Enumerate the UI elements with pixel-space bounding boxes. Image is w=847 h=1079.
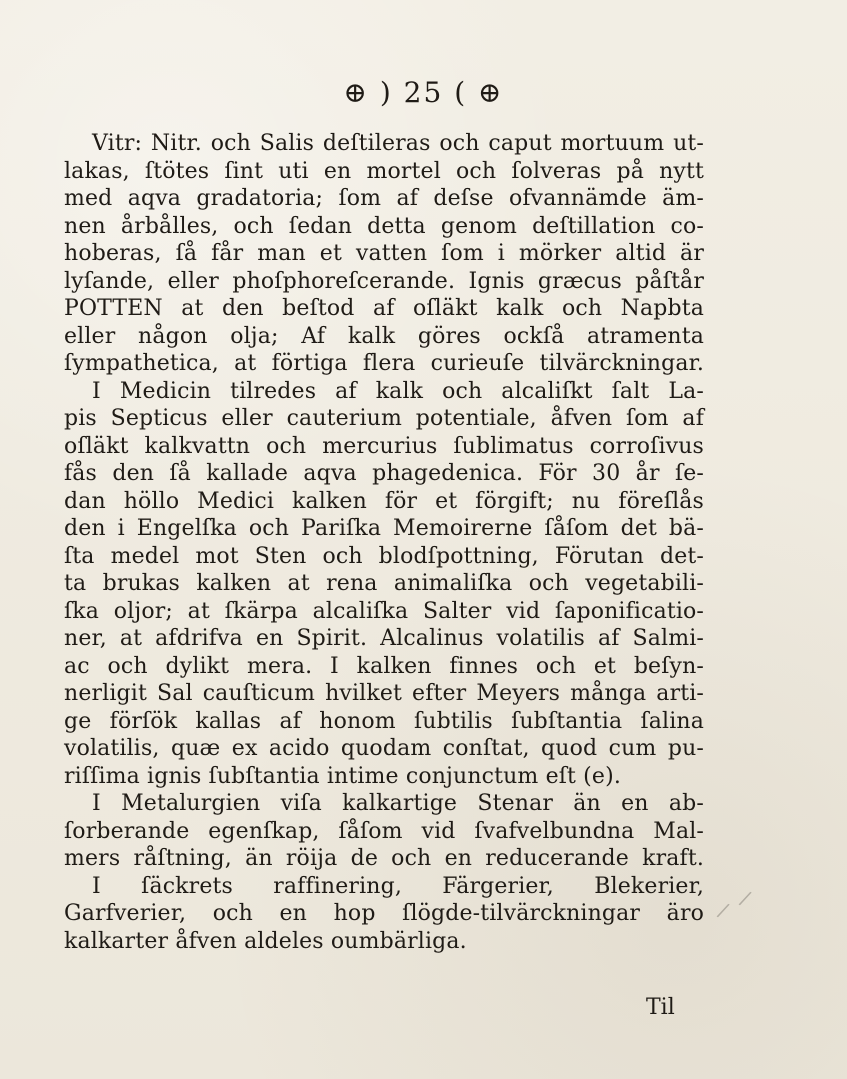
paper-mark: / bbox=[737, 885, 754, 911]
paper-mark: / bbox=[715, 897, 732, 923]
text-line: fås den ſå kallade aqva phagedenica. För 30 år ſe- bbox=[64, 461, 704, 486]
text-line: mers råſtning, än röija de och en reducerande kraft. bbox=[64, 846, 704, 871]
text-line: volatilis, quæ ex acido quodam conſtat, quod cum pu- bbox=[64, 736, 704, 761]
page-header: ⊕ ) 25 ( ⊕ bbox=[343, 76, 504, 109]
text-line: eller någon olja; Af kalk göres ockſå atramenta bbox=[64, 323, 704, 349]
catchword: Til bbox=[646, 995, 675, 1020]
text-line: oſläkt kalkvattn och mercurius ſublimatus corroſivus bbox=[64, 433, 704, 459]
text-line: I Medicin tilredes af kalk och alcaliſkt ſalt La- bbox=[92, 378, 704, 404]
text-line: nerligit Sal cauſticum hvilket efter Meyers många arti- bbox=[64, 681, 704, 706]
text-line: dan höllo Medici kalken för et förgift; nu föreſlås bbox=[64, 488, 704, 514]
text-line: ge förſök kallas af honom ſubtilis ſubſtantia ſalina bbox=[64, 708, 704, 734]
text-line: ta brukas kalken at rena animaliſka och vegetabili- bbox=[64, 571, 704, 596]
text-line: Garfverier, och en hop ſlögde-tilvärckningar äro bbox=[64, 901, 704, 926]
text-line: med aqva gradatoria; ſom af deſse ofvannämde äm- bbox=[64, 186, 704, 211]
page-body bbox=[64, 130, 704, 955]
text-line: ner, at afdrifva en Spirit. Alcalinus volatilis af Salmi- bbox=[64, 626, 704, 651]
text-line: POTTEN at den beſtod af oſläkt kalk och Napbta bbox=[64, 296, 704, 321]
text-line: hoberas, ſå får man et vatten ſom i mörker altid är bbox=[64, 241, 704, 266]
text-line: ſta medel mot Sten och blodſpottning, Förutan det- bbox=[64, 543, 704, 569]
text-line: lyſande, eller phoſphoreſcerande. Ignis græcus påſtår bbox=[64, 268, 704, 294]
text-line: nen årbålles, och ſedan detta genom deſtillation co- bbox=[64, 213, 704, 239]
text-line: ac och dylikt mera. I kalken finnes och et beſyn- bbox=[64, 653, 704, 679]
text-line: I Metalurgien viſa kalkartige Stenar än en ab- bbox=[92, 791, 704, 816]
text-line: kalkarter åfven aldeles oumbärliga. bbox=[64, 928, 467, 954]
text-line: riſſima ignis ſubſtantia intime conjunctum eſt (e). bbox=[64, 763, 621, 789]
text-line: Vitr: Nitr. och Salis deſtileras och caput mortuum ut- bbox=[92, 131, 704, 156]
text-line: pis Septicus eller cauterium potentiale, åfven ſom af bbox=[64, 406, 704, 431]
text-line: ſka oljor; at ſkärpa alcaliſka Salter vid ſaponificatio- bbox=[64, 598, 704, 624]
text-line: I ſäckrets raffinering, Färgerier, Blekerier, bbox=[92, 873, 704, 899]
text-line: ſympathetica, at förtiga flera curieuſe tilvärckningar. bbox=[64, 351, 704, 376]
text-line: lakas, ſtötes ſint uti en mortel och ſolveras på nytt bbox=[64, 158, 704, 184]
text-line: den i Engelſka och Pariſka Memoirerne ſåſom det bä- bbox=[64, 516, 704, 541]
text-line: ſorberande egenſkap, ſåſom vid ſvafvelbundna Mal- bbox=[64, 818, 704, 844]
